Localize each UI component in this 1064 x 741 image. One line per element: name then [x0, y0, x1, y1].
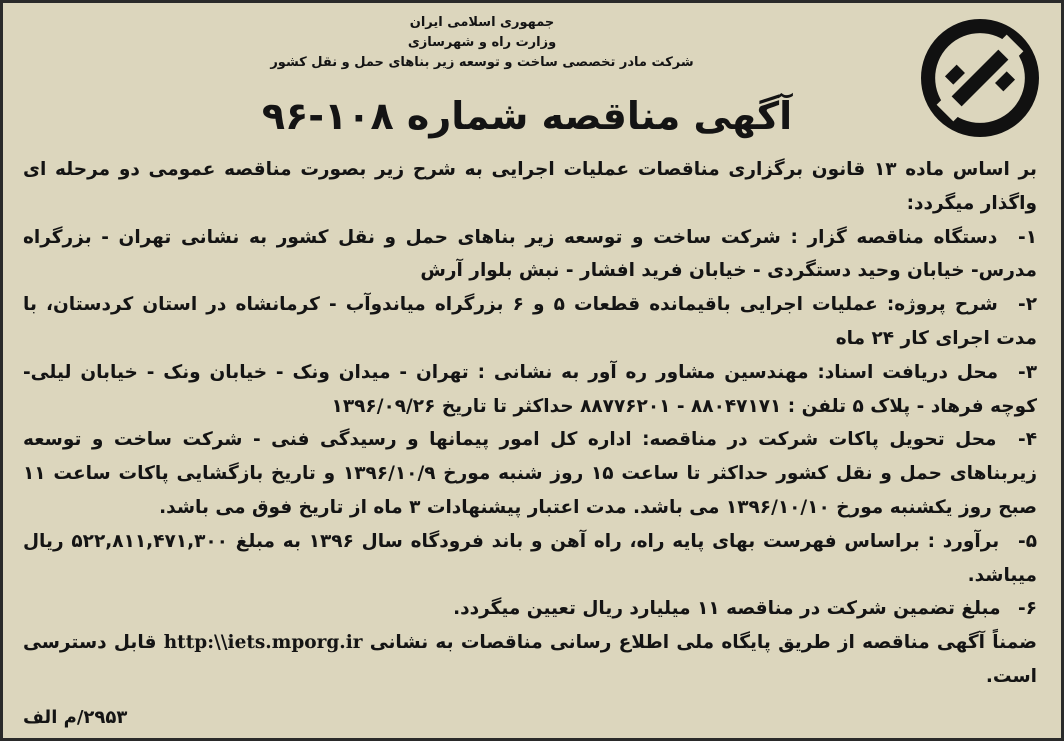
- item-text: دستگاه مناقصه گزار : شرکت ساخت و توسعه زیر بناهای حمل و نقل کشور به نشانی تهران - بزرگراه مدرس- خیابان وحید دستگردی - خیابان فرید افشار - نبش بلوار آرش: [23, 226, 1037, 282]
- item-number: ۴-: [1018, 429, 1037, 451]
- header-line-ministry: وزارت راه و شهرسازی: [407, 35, 557, 50]
- item-text: مبلغ تضمین شرکت در مناقصه ۱۱ میلیارد ریال تعیین میگردد.: [453, 598, 1001, 620]
- header-line-company: شرکت مادر تخصصی ساخت و توسعه زیر بناهای حمل و نقل کشور: [270, 55, 694, 70]
- item-number: ۲-: [1018, 294, 1037, 316]
- item-number: ۳-: [1018, 361, 1037, 383]
- item-text: محل دریافت اسناد: مهندسین مشاور ره آور به نشانی : تهران - میدان ونک - خیابان ونک - خیابان لیلی- کوچه فرهاد - پلاک ۵ تلفن : ۸۸۰۴۷۱۷۱ - ۸۸۷۷۶۲۰۱ حداکثر تا تاریخ ۱۳۹۶/۰۹/۲۶: [23, 361, 1037, 417]
- item-text: برآورد : براساس فهرست بهای پایه راه، راه آهن و باند فرودگاه سال ۱۳۹۶ به مبلغ ۵۲۲,۸۱۱,۴۷۱,۳۰۰ ریال میباشد.: [23, 530, 1037, 586]
- list-item: [23, 592, 1037, 626]
- ministry-logo-icon: [921, 19, 1039, 137]
- notice-code: ۲۹۵۳/م الف: [23, 707, 128, 728]
- list-item: [23, 525, 1037, 593]
- list-item: [23, 288, 1037, 356]
- list-item: [23, 423, 1037, 524]
- notice-body: [23, 153, 1037, 694]
- list-item: [23, 221, 1037, 289]
- tender-portal-link[interactable]: http:\\iets.mporg.ir: [163, 632, 363, 654]
- closing-text-after: قابل دسترسی است.: [23, 632, 1037, 687]
- closing-text-before: ضمناً آگهی مناقصه از طریق پایگاه ملی اطلاع رسانی مناقصات به نشانی: [369, 632, 1037, 654]
- header-line-country: جمهوری اسلامی ایران: [409, 15, 555, 30]
- item-number: ۶-: [1018, 598, 1037, 620]
- item-text: شرح پروژه: عملیات اجرایی باقیمانده قطعات ۵ و ۶ بزرگراه میاندوآب - کرمانشاه در استان کردستان، با مدت اجرای کار ۲۴ ماه: [23, 294, 1037, 349]
- closing-paragraph: [23, 626, 1037, 694]
- notice-title: آگهی مناقصه شماره ۱۰۸-۹۶: [261, 94, 793, 138]
- issuer-header: [183, 13, 781, 73]
- intro-paragraph: بر اساس ماده ۱۳ قانون برگزاری مناقصات عملیات اجرایی به شرح زیر بصورت مناقصه عمومی دو مرحله ای واگذار میگردد:: [23, 159, 1037, 214]
- list-item: [23, 356, 1037, 424]
- item-number: ۵-: [1018, 530, 1038, 552]
- item-text: محل تحویل پاکات شرکت در مناقصه: اداره کل امور پیمانها و رسیدگی فنی - شرکت ساخت و توسعه زیربناهای حمل و نقل کشور حداکثر تا ساعت ۱۵ روز شنبه مورخ ۱۳۹۶/۱۰/۹ و تاریخ بازگشایی پاکات ساعت ۱۱ صبح روز یکشنبه مورخ ۱۳۹۶/۱۰/۱۰ می باشد. مدت اعتبار پیشنهادات ۳ ماه از تاریخ فوق می باشد.: [23, 429, 1037, 518]
- item-number: ۱-: [1018, 226, 1037, 248]
